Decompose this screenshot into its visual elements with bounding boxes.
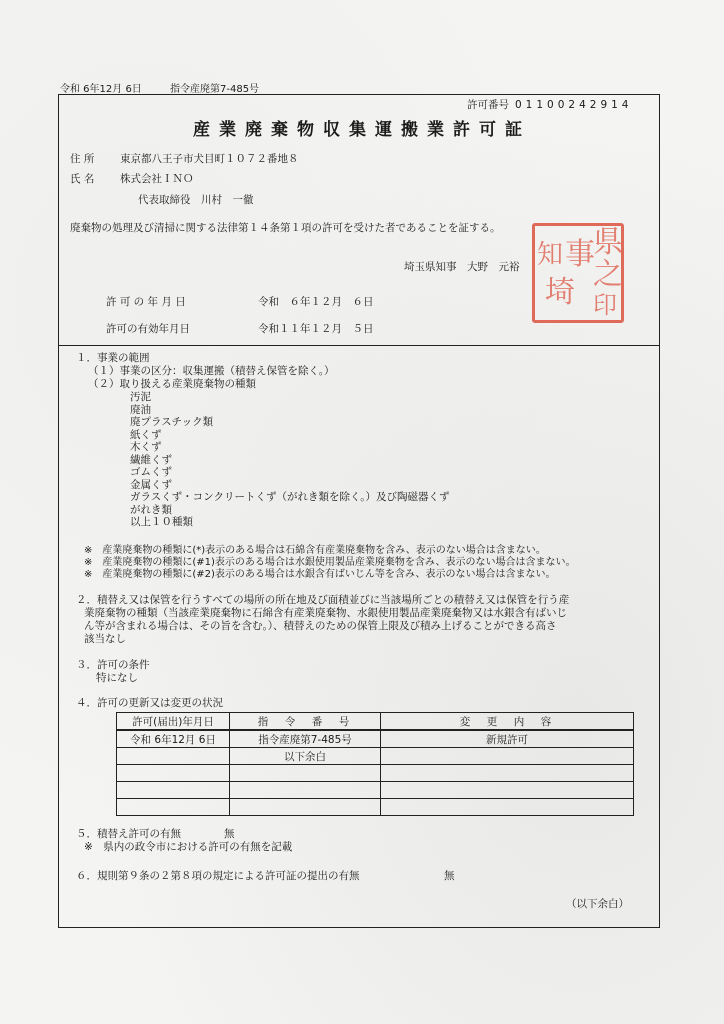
- waste-type-total: 以上１０種類: [130, 516, 193, 528]
- table-cell: 以下余白: [230, 748, 381, 765]
- document-title: 産業廃棄物収集運搬業許可証: [193, 120, 531, 140]
- section6-value: 無: [444, 870, 455, 882]
- section-divider: [58, 345, 660, 346]
- section2-line: ２．積替え又は保管を行うすべての場所の所在地及び面積並びに当該場所ごとの積替え又は保管を行う産: [76, 594, 570, 606]
- section3-value: 特になし: [96, 672, 138, 684]
- table-row: [117, 799, 634, 816]
- table-cell: [117, 748, 230, 765]
- section5-note: ※ 県内の政令市における許可の有無を記載: [84, 841, 293, 853]
- table-cell: [381, 782, 634, 799]
- column-header: 指 令 番 号: [230, 713, 381, 731]
- address-label: 住 所: [70, 153, 95, 165]
- table-cell: [117, 765, 230, 782]
- section5-value: 無: [224, 828, 235, 840]
- table-cell: [230, 782, 381, 799]
- seal-char: 県: [593, 225, 623, 260]
- section1-heading: １．事業の範囲: [76, 352, 150, 364]
- seal-char: 事: [565, 237, 595, 272]
- table-cell: [230, 799, 381, 816]
- section6-heading: ６．規則第９条の２第８項の規定による許可証の提出の有無: [76, 870, 360, 882]
- table-row: [117, 730, 634, 748]
- table-cell: [117, 782, 230, 799]
- table-cell: [381, 748, 634, 765]
- valid-date: 令和１１年１２月 ５日: [258, 323, 374, 335]
- header-date: 令和 6年12月 6日: [60, 84, 142, 95]
- permit-number-label: 許可番号: [467, 99, 509, 111]
- section2-line: ん等が含まれる場合は、その旨を含む。）、積替えのための保管上限及び積み上げることができる高さ: [84, 620, 557, 632]
- table-row: [117, 782, 634, 799]
- table-cell: 令和 6年12月 6日: [117, 730, 230, 748]
- name-label: 氏 名: [70, 173, 95, 185]
- waste-type: 木くず: [130, 441, 162, 453]
- waste-type: 金属くず: [130, 479, 172, 491]
- section1-item2: （２）取り扱える産業廃棄物の種類: [88, 378, 256, 390]
- issuer: 埼玉県知事 大野 元裕: [404, 261, 520, 273]
- table-cell: 指令産廃第7-485号: [230, 730, 381, 748]
- table-cell: 新規許可: [381, 730, 634, 748]
- table-cell: [381, 765, 634, 782]
- table-header-row: [117, 713, 634, 731]
- column-header: 変 更 内 容: [381, 713, 634, 731]
- section1-item1: （１）事業の区分：収集運搬（積替え保管を除く。）: [88, 365, 335, 377]
- section2-value: 該当なし: [84, 633, 126, 645]
- seal-char: 埼: [545, 275, 575, 310]
- waste-type: 廃油: [130, 404, 151, 416]
- waste-type: 繊維くず: [130, 454, 172, 466]
- table-row: [117, 748, 634, 765]
- certification-text: 廃棄物の処理及び清掃に関する法律第１４条第１項の許可を受けた者であることを証する。: [70, 222, 501, 234]
- section5-heading: ５．積替え許可の有無: [76, 828, 181, 840]
- section3-heading: ３．許可の条件: [76, 659, 150, 671]
- table-row: [117, 765, 634, 782]
- waste-type: 紙くず: [130, 429, 162, 441]
- change-history-table: [116, 712, 634, 816]
- footer-note: （以下余白）: [566, 898, 629, 910]
- table-cell: [381, 799, 634, 816]
- address-value: 東京都八王子市犬目町１０７２番地８: [120, 153, 299, 165]
- table-cell: [230, 765, 381, 782]
- header-ref-number: 指令産廃第7-485号: [170, 84, 260, 95]
- seal-char: 知: [537, 240, 564, 270]
- waste-type: 汚泥: [130, 391, 151, 403]
- note-line: ※ 産業廃棄物の種類に(#2)表示のある場合は水銀含有ばいじん等を含み、表示のない場合は含まない。: [84, 569, 556, 580]
- permit-number: 01100242914: [515, 99, 633, 111]
- seal-char: 印: [593, 291, 617, 319]
- permit-date-label: 許 可 の 年 月 日: [106, 296, 186, 308]
- waste-type: がれき類: [130, 504, 172, 516]
- note-line: ※ 産業廃棄物の種類に(*)表示のある場合は石綿含有産業廃棄物を含み、表示のない場合は含まない。: [84, 545, 546, 556]
- note-line: ※ 産業廃棄物の種類に(#1)表示のある場合は水銀使用製品産業廃棄物を含み、表示のない場合は含まない。: [84, 557, 576, 568]
- permit-number-line: [467, 97, 633, 112]
- waste-type: ガラスくず・コンクリートくず（がれき類を除く。）及び陶磁器くず: [130, 491, 450, 503]
- waste-type: 廃プラスチック類: [130, 416, 214, 428]
- official-seal-stamp: [532, 223, 624, 323]
- waste-type: ゴムくず: [130, 466, 172, 478]
- section4-heading: ４．許可の更新又は変更の状況: [76, 697, 223, 709]
- section2-line: 業廃棄物の種類（当該産業廃棄物に石綿含有産業廃棄物、水銀使用製品産業廃棄物又は水銀含有ばいじ: [84, 607, 567, 619]
- seal-char: 之: [593, 257, 623, 292]
- company-name: 株式会社ＩＮＯ: [120, 173, 194, 185]
- table-cell: [117, 799, 230, 816]
- valid-date-label: 許可の有効年月日: [106, 323, 190, 335]
- column-header: 許可(届出)年月日: [117, 713, 230, 731]
- representative: 代表取締役 川村 一徹: [138, 194, 254, 206]
- permit-date: 令和 ６年１２月 ６日: [258, 296, 374, 308]
